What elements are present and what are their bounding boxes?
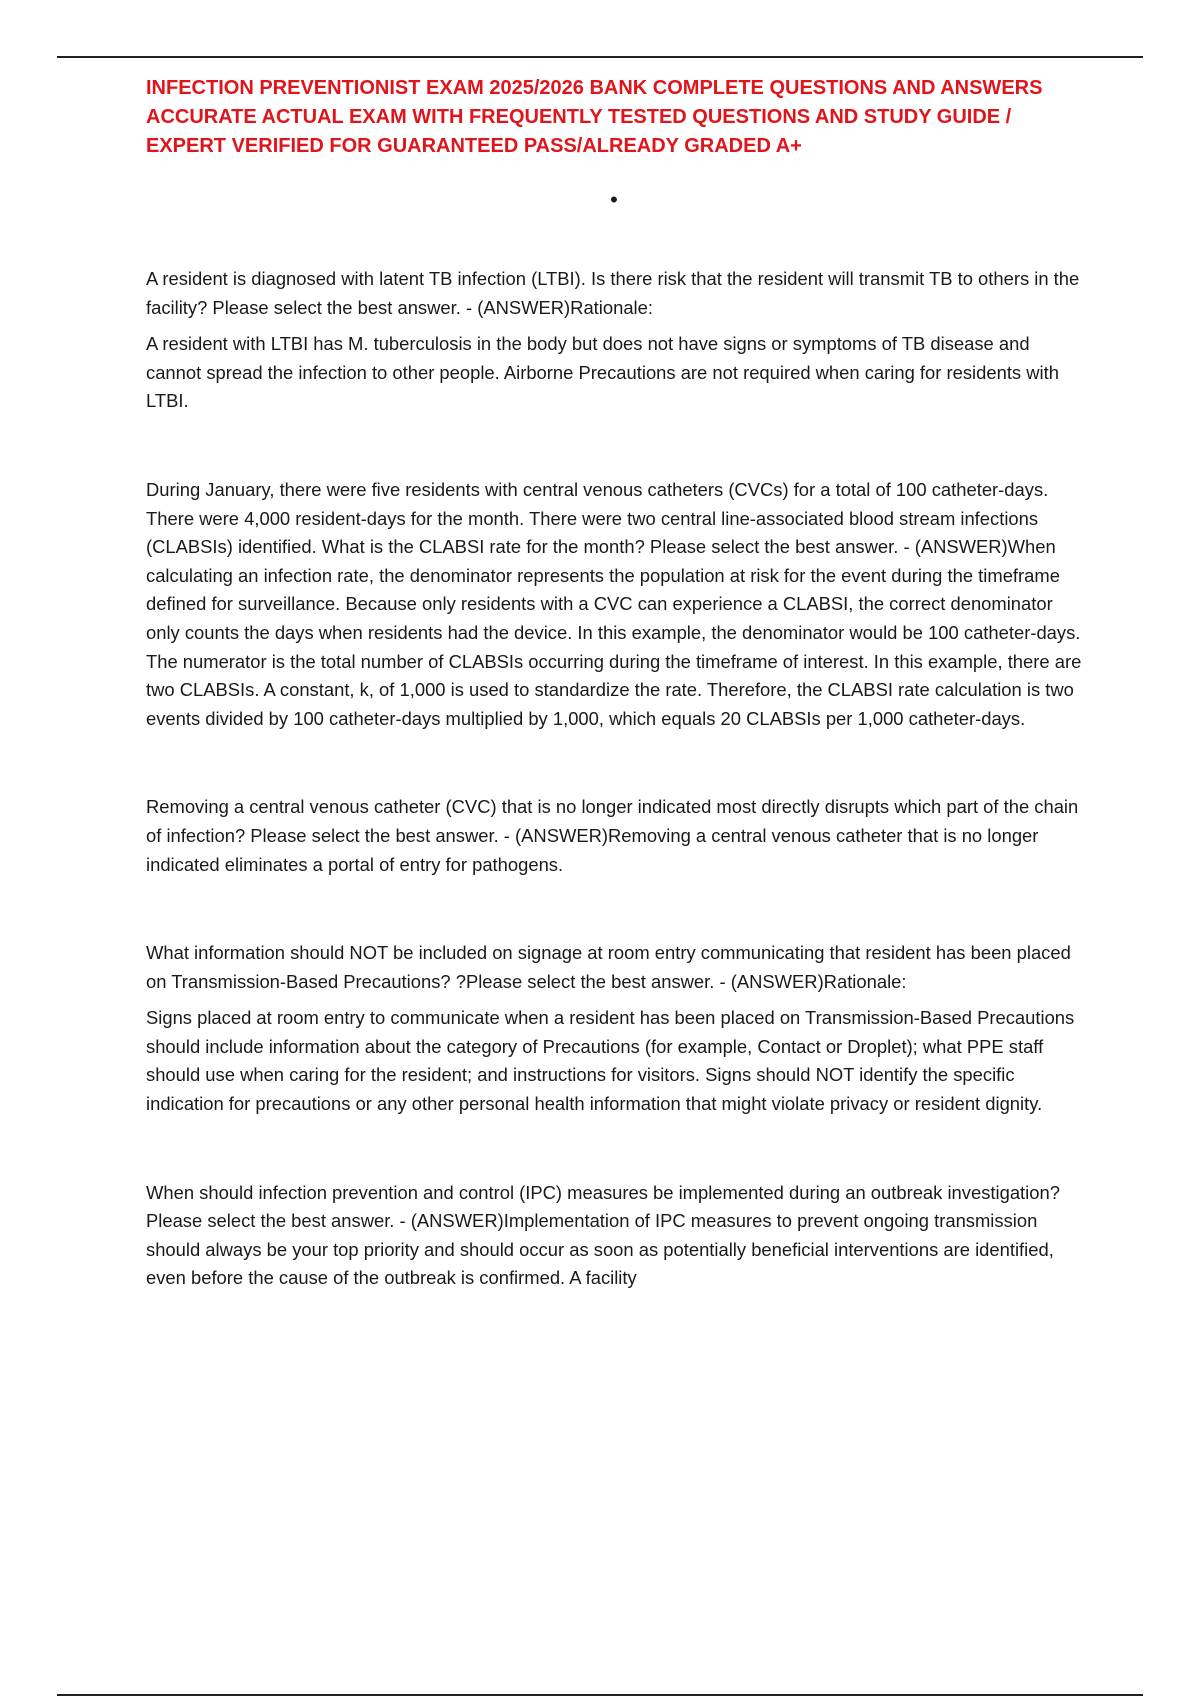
question-text: A resident is diagnosed with latent TB infection (LTBI). Is there risk that the resident will transmit TB to others in the facility? Please select the best answer. - (ANSWER)Rationale: xyxy=(146,268,1080,318)
qa-item xyxy=(146,265,1088,416)
bottom-rule xyxy=(57,1694,1143,1696)
document-body xyxy=(146,74,1088,1293)
document-title: INFECTION PREVENTIONIST EXAM 2025/2026 BANK COMPLETE QUESTIONS AND ANSWERS ACCURATE ACTUAL EXAM WITH FREQUENTLY TESTED QUESTIONS AND STUDY GUIDE / EXPERT VERIFIED FOR GUARANTEED PASS/ALREADY GRADED A+ xyxy=(146,77,1043,157)
question-text: Removing a central venous catheter (CVC) that is no longer indicated most directly disrupts which part of the chain of infection? Please select the best answer. - (ANSWER)Removing a central venous catheter that is no longer indicated eliminates a portal of entry for pathogens. xyxy=(146,796,1079,875)
question-text: What information should NOT be included on signage at room entry communicating that resident has been placed on Transmission-Based Precautions? ?Please select the best answer. - (ANSWER)Rationale: xyxy=(146,942,1071,992)
qa-item xyxy=(146,939,1088,1119)
question-text: When should infection prevention and control (IPC) measures be implemented during an outbreak investigation? Please select the best answer. - (ANSWER)Implementation of IPC measures to prevent ongoing transmission should always be your top priority and should occur as soon as potentially beneficial interventions are identified, even before the cause of the outbreak is confirmed. A facility xyxy=(146,1181,1060,1289)
rationale-text: A resident with LTBI has M. tuberculosis in the body but does not have signs or symptoms of TB disease and cannot spread the infection to other people. Airborne Precautions are not required when caring for residents with LTBI. xyxy=(146,333,1059,412)
qa-item xyxy=(146,793,1088,879)
question-text: During January, there were five residents with central venous catheters (CVCs) for a total of 100 catheter-days. There were 4,000 resident-days for the month. There were two central line-associated blood stream infections (CLABSIs) identified. What is the CLABSI rate for the month? Please select the best answer. - (ANSWER)When calculating an infection rate, the denominator represents the population at risk for the event during the timeframe defined for surveillance. Because only residents with a CVC can experience a CLABSI, the correct denominator only counts the days when residents had the device. In this example, the denominator would be 100 catheter-days. The numerator is the total number of CLABSIs occurring during the timeframe of interest. In this example, there are two CLABSIs. A constant, k, of 1,000 is used to standardize the rate. Therefore, the CLABSI rate calculation is two events divided by 100 catheter-days multiplied by 1,000, which equals 20 CLABSIs per 1,000 catheter-days. xyxy=(146,478,1082,729)
qa-item xyxy=(146,476,1088,733)
rationale-text: Signs placed at room entry to communicate when a resident has been placed on Transmission-Based Precautions should include information about the category of Precautions (for example, Contact or Droplet); what PPE staff should use when caring for the resident; and instructions for visitors. Signs should NOT identify the specific indication for precautions or any other personal health information that might violate privacy or resident dignity. xyxy=(146,1007,1075,1115)
bullet-marker: • xyxy=(610,187,618,212)
qa-item xyxy=(146,1179,1088,1293)
top-rule xyxy=(57,56,1143,58)
